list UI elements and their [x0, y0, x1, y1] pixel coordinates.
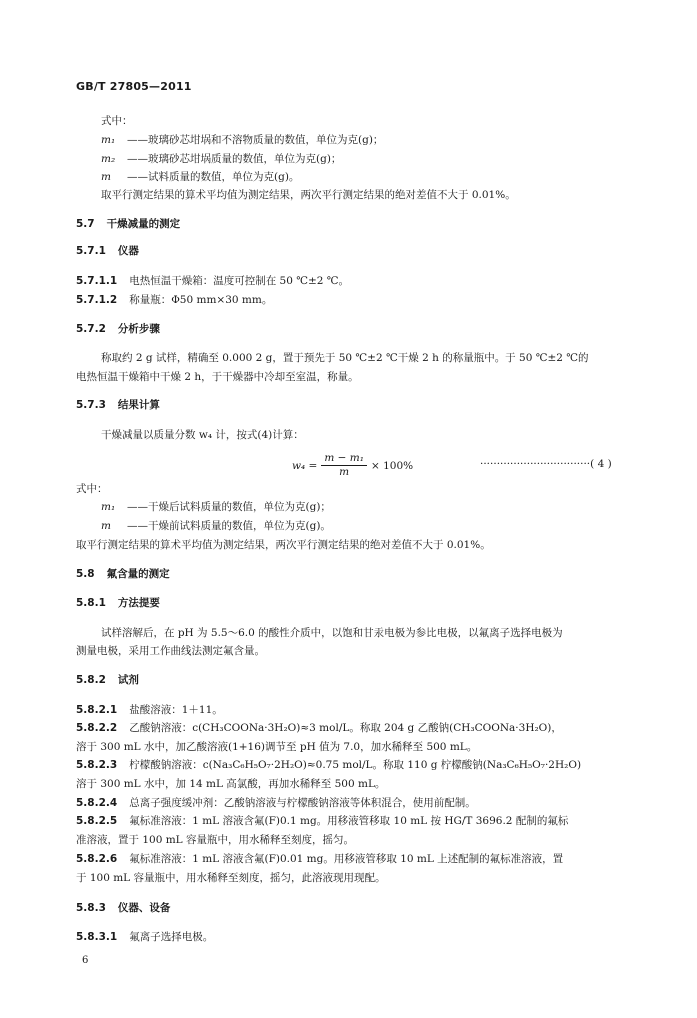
paragraph-line: 试样溶解后，在 pH 为 5.5～6.0 的酸性介质中，以饱和甘汞电极为参比电极，以氟离子选择电极为 [101, 627, 563, 639]
section-heading [76, 901, 170, 915]
section-heading [76, 244, 139, 258]
reagent-line [76, 703, 223, 717]
clause-line [76, 274, 349, 288]
reagent-text: 氟标准溶液：1 mL 溶液含氟(F)0.01 mg。用移液管移取 10 mL 上述配制的氟标准溶液，置 [129, 853, 564, 865]
section-heading [76, 673, 139, 687]
var-desc: ——玻璃砂芯坩埚质量的数值，单位为克(g)； [127, 153, 342, 165]
formula-denominator: m [339, 466, 350, 478]
formula-lhs: w₄ = [292, 459, 318, 472]
reagent-text: 柠檬酸钠溶液：c(Na₃C₆H₅O₇·2H₂O)≈0.75 mol/L。称取 110 g 柠檬酸钠(Na₃C₆H₅O₇·2H₂O) [129, 759, 582, 771]
var-desc: ——干燥后试料质量的数值，单位为克(g)； [127, 501, 331, 513]
section-title: 仪器、设备 [117, 902, 171, 914]
var-symbol: m₁ [101, 501, 116, 513]
var-desc: ——试料质量的数值，单位为克(g)。 [127, 171, 300, 183]
formula-numerator: m − m₁ [321, 452, 367, 466]
reagent-number: 5.8.2.6 [76, 853, 118, 865]
clause-number: 5.8.3.1 [76, 931, 118, 943]
reagent-line [76, 814, 568, 828]
formula-where: 式中： [76, 483, 108, 495]
section-heading [76, 217, 180, 231]
var-line [101, 519, 331, 533]
reagent-number: 5.8.2.1 [76, 704, 118, 716]
reagent-number: 5.8.2.4 [76, 797, 118, 809]
clause-number: 5.7.1.2 [76, 294, 118, 306]
var-line [101, 170, 299, 184]
reagent-line-cont: 溶于 300 mL 水中，加 14 mL 高氯酸，再加水稀释至 500 mL。 [76, 778, 386, 790]
section-heading [76, 567, 170, 581]
section-number: 5.8.2 [76, 674, 106, 686]
reagent-line [76, 852, 563, 866]
section-title: 氟含量的测定 [106, 568, 170, 580]
clause-text: 电热恒温干燥箱：温度可控制在 50 ℃±2 ℃。 [129, 275, 350, 287]
section-number: 5.7.3 [76, 399, 106, 411]
formula-fraction [321, 452, 367, 479]
paragraph-line: 测量电极，采用工作曲线法测定氟含量。 [76, 645, 265, 657]
reagent-text: 盐酸溶液：1＋11。 [129, 704, 223, 716]
reagent-number: 5.8.2.3 [76, 759, 118, 771]
clause-text: 氟离子选择电极。 [129, 931, 214, 943]
reagent-line [76, 758, 581, 772]
section-number: 5.8.3 [76, 902, 106, 914]
paragraph-line: 电热恒温干燥箱中干燥 2 h，于干燥器中冷却至室温，称量。 [76, 371, 359, 383]
section-number: 5.7.1 [76, 245, 106, 257]
section-heading [76, 398, 160, 412]
var-symbol: m [101, 520, 111, 532]
section-number: 5.8.1 [76, 597, 106, 609]
var-desc: ——干燥前试料质量的数值，单位为克(g)。 [127, 520, 331, 532]
formula-number: ·································( 4 ) [480, 458, 612, 470]
var-line [101, 152, 341, 166]
var-line [101, 133, 383, 147]
section-heading [76, 596, 160, 610]
section-number: 5.7 [76, 218, 95, 230]
section-title: 方法提要 [117, 597, 160, 609]
clause-text: 称量瓶：Φ50 mm×30 mm。 [129, 294, 273, 306]
section-title: 结果计算 [117, 399, 160, 411]
reagent-line-cont: 准溶液，置于 100 mL 容量瓶中，用水稀释至刻度，摇匀。 [76, 834, 354, 846]
result-note: 取平行测定结果的算术平均值为测定结果，两次平行测定结果的绝对差值不大于 0.01%。 [76, 539, 491, 551]
reagent-number: 5.8.2.2 [76, 722, 118, 734]
reagent-line-cont: 溶于 300 mL 水中，加乙酸溶液(1+16)调节至 pH 值为 7.0，加水稀释至 500 mL。 [76, 741, 478, 753]
reagent-text: 氟标准溶液：1 mL 溶液含氟(F)0.1 mg。用移液管移取 10 mL 按 HG/T 3696.2 配制的氟标 [129, 815, 569, 827]
formula-rhs: × 100% [370, 459, 414, 472]
formula-4 [292, 452, 413, 479]
reagent-number: 5.8.2.5 [76, 815, 118, 827]
standard-header: GB/T 27805—2011 [76, 80, 192, 93]
section-title: 干燥减量的测定 [106, 218, 181, 230]
section-title: 试剂 [117, 674, 139, 686]
page-number: 6 [82, 955, 89, 966]
reagent-text: 总离子强度缓冲剂：乙酸钠溶液与柠檬酸钠溶液等体积混合，使用前配制。 [129, 797, 476, 809]
paragraph-line: 干燥减量以质量分数 w₄ 计，按式(4)计算： [101, 429, 304, 441]
section-title: 分析步骤 [117, 323, 160, 335]
section-heading [76, 322, 160, 336]
var-symbol: m₂ [101, 153, 116, 165]
var-desc: ——玻璃砂芯坩埚和不溶物质量的数值，单位为克(g)； [127, 134, 384, 146]
var-symbol: m [101, 171, 111, 183]
section-number: 5.8 [76, 568, 95, 580]
clause-line [76, 293, 272, 307]
var-symbol: m₁ [101, 134, 116, 146]
clause-number: 5.7.1.1 [76, 275, 118, 287]
reagent-line-cont: 于 100 mL 容量瓶中，用水稀释至刻度，摇匀，此溶液现用现配。 [76, 872, 386, 884]
reagent-line [76, 796, 476, 810]
section-title: 仪器 [117, 245, 139, 257]
reagent-text: 乙酸钠溶液：c(CH₃COONa·3H₂O)≈3 mol/L。称取 204 g 乙酸钠(CH₃COONa·3H₂O)， [129, 722, 562, 734]
reagent-line [76, 721, 562, 735]
section-number: 5.7.2 [76, 323, 106, 335]
formula-where: 式中： [101, 115, 133, 127]
var-line [101, 500, 331, 514]
clause-line [76, 930, 213, 944]
paragraph-line: 称取约 2 g 试样，精确至 0.000 2 g，置于预先于 50 ℃±2 ℃干燥 2 h 的称量瓶中。于 50 ℃±2 ℃的 [101, 352, 589, 364]
result-note: 取平行测定结果的算术平均值为测定结果，两次平行测定结果的绝对差值不大于 0.01%。 [101, 189, 516, 201]
